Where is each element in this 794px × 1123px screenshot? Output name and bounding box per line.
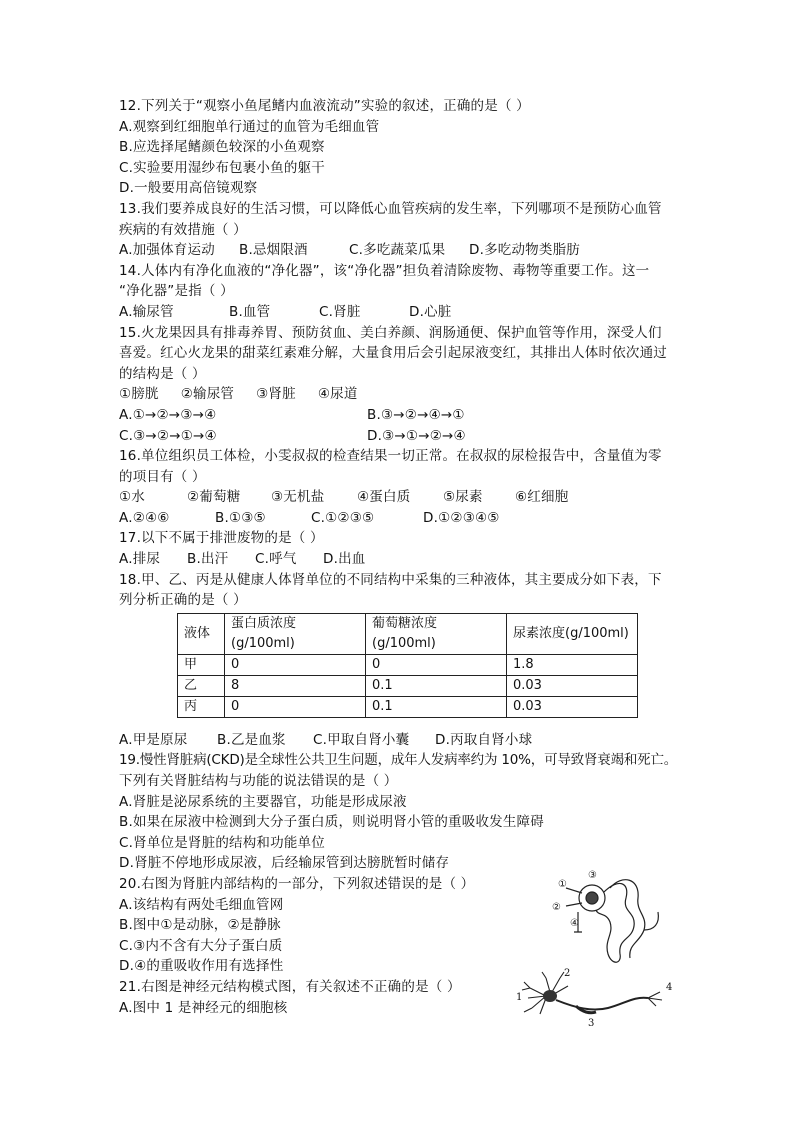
table-header-cell: 尿素浓度(g/100ml) [507,613,638,654]
table-header-cell: 蛋白质浓度(g/100ml) [225,613,366,654]
q15-options-ab [119,405,679,426]
fig-label-3: 3 [588,1018,595,1029]
q18-option-d: D.丙取自肾小球 [435,731,533,748]
q21-option-a: A.图中 1 是神经元的细胞核 [119,999,288,1016]
q19-option-a: A.肾脏是泌尿系统的主要器官，功能是形成尿液 [119,793,407,810]
q16-item-3: ③无机盐 [271,489,325,506]
q19-option-b: B.如果在尿液中检测到大分子蛋白质，则说明肾小管的重吸收发生障碍 [119,814,544,831]
q16-option-d: D.①②③④⑤ [423,509,500,526]
table-row [178,696,638,717]
q13-stem-line2: 疾病的有效措施（ ） [119,221,247,238]
q13-option-d: D.多吃动物类脂肪 [469,242,580,259]
table-header-cell: 液体 [178,613,225,654]
q16-item-4: ④蛋白质 [357,489,411,506]
table-cell: 丙 [178,696,225,717]
q17-option-b: B.出汗 [187,551,229,568]
q14-option-c: C.肾脏 [319,303,361,320]
q12-option-c: C.实验要用湿纱布包裹小鱼的躯干 [119,159,325,176]
q16-options [119,508,679,529]
q15-option-b: B.③→②→④→① [367,406,465,423]
q12-option-a: A.观察到红细胞单行通过的血管为毛细血管 [119,118,380,135]
q17-option-d: D.出血 [323,551,366,568]
q14-option-d: D.心脏 [409,303,452,320]
table-cell: 0.03 [507,696,638,717]
q21-stem: 21.右图是神经元结构模式图，有关叙述不正确的是（ ） [119,978,461,995]
axon-terminals [648,992,662,1006]
q12-option-d: D.一般要用高倍镜观察 [119,180,258,197]
q18-table [177,613,638,718]
glomerulus [586,892,598,904]
q13-stem-line1: 13.我们要养成良好的生活习惯，可以降低心血管疾病的发生率，下列哪项不是预防心血管 [119,200,662,217]
q18-option-c: C.甲取自肾小囊 [313,731,410,748]
q16-option-c: C.①②③⑤ [311,509,375,526]
fig-label-1: ① [558,879,567,890]
q13-options [119,240,679,261]
q13-option-a: A.加强体育运动 [119,242,215,259]
table-cell: 1.8 [507,654,638,675]
q19-stem-line2: 下列有关肾脏结构与功能的说法错误的是（ ） [119,773,398,790]
q15-option-c: C.③→②→①→④ [119,427,217,444]
q18-option-a: A.甲是原尿 [119,731,188,748]
q13-option-c: C.多吃蔬菜瓜果 [349,242,446,259]
axon [556,998,648,1010]
q17-option-c: C.呼气 [255,551,297,568]
q16-item-1: ①水 [119,489,146,506]
table-row [178,654,638,675]
fig-label-4: ④ [570,918,579,929]
q12-stem: 12.下列关于“观察小鱼尾鳍内血液流动”实验的叙述，正确的是（ ） [119,98,530,114]
q16-option-a: A.②④⑥ [119,509,170,526]
nephron-figure [548,868,668,968]
q13-option-b: B.忌烟限酒 [239,242,308,259]
fig-label-3: ③ [588,870,597,881]
q16-stem-line2: 的项目有（ ） [119,468,206,485]
q20-option-b: B.图中①是动脉，②是静脉 [119,917,281,934]
q17-option-a: A.排尿 [119,551,161,568]
table-cell: 0 [366,654,507,675]
q16-stem-line1: 16.单位组织员工体检，小雯叔叔的检查结果一切正常。在叔叔的尿检报告中，含量值为零 [119,448,662,465]
q20-option-d: D.④的重吸收作用有选择性 [119,958,284,975]
q16-item-2: ②葡萄糖 [187,489,241,506]
table-cell: 0 [225,696,366,717]
renal-tubule [596,883,634,962]
table-cell: 0.1 [366,696,507,717]
q14-options [119,302,679,323]
q20-option-c: C.③内不含有大分子蛋白质 [119,937,283,954]
q19-option-d: D.肾脏不停地形成尿液，后经输尿管到达膀胱暂时储存 [119,855,450,872]
q18-stem-line2: 列分析正确的是（ ） [119,592,247,609]
q15-item-4: ④尿道 [317,386,358,403]
q14-stem-line2: “净化器”是指（ ） [119,283,234,300]
q16-item-5: ⑤尿素 [443,489,483,506]
q20-option-a: A.该结构有两处毛细血管网 [119,896,284,913]
fig-label-2: ② [552,902,561,913]
table-row [178,675,638,696]
q15-stem-line2: 喜爱。红心火龙果的甜菜红素难分解，大量食用后会引起尿液变红，其排出人体时依次通过 [119,345,667,362]
table-header-row [178,613,638,654]
collecting-branch [644,912,658,930]
neuron-figure [516,968,684,1030]
q19-stem-line1: 19.慢性肾脏病(CKD)是全球性公共卫生问题，成年人发病率约为 10%，可导致肾衰竭和死亡。 [119,752,678,769]
table-cell: 0.1 [366,675,507,696]
table-cell: 8 [225,675,366,696]
fig-label-2: 2 [564,968,571,979]
q15-option-a: A.①→②→③→④ [119,406,217,423]
q19-option-c: C.肾单位是肾脏的结构和功能单位 [119,834,325,851]
q15-option-d: D.③→①→②→④ [367,427,466,444]
q15-item-1: ①膀胱 [119,386,159,403]
q16-item-6: ⑥红细胞 [515,489,569,506]
afferent-arteriole [566,888,582,893]
q18-option-b: B.乙是血浆 [217,731,286,748]
q12-option-b: B.应选择尾鳍颜色较深的小鱼观察 [119,139,325,156]
q15-item-3: ③肾脏 [256,386,296,403]
q15-stem-line3: 的结构是（ ） [119,365,206,382]
q14-stem-line1: 14.人体内有净化血液的“净化器”，该“净化器”担负着清除废物、毒物等重要工作。这一 [119,262,650,279]
fig-label-4: 4 [666,982,673,993]
table-cell: 0 [225,654,366,675]
q16-option-b: B.①③⑤ [215,509,266,526]
q18-options [119,730,679,751]
q16-items [119,487,679,508]
table-cell: 甲 [178,654,225,675]
q14-option-a: A.输尿管 [119,303,174,320]
q15-items [119,384,679,405]
q15-options-cd [119,426,679,447]
efferent-arteriole [566,903,582,906]
q15-item-2: ②输尿管 [180,386,235,403]
table-cell: 乙 [178,675,225,696]
q20-stem: 20.右图为肾脏内部结构的一部分，下列叙述错误的是（ ） [119,876,475,892]
q14-option-b: B.血管 [229,303,271,320]
cell-body [543,990,557,1002]
table-header-cell: 葡萄糖浓度(g/100ml) [366,613,507,654]
fig-label-1: 1 [516,992,523,1003]
q17-options [119,549,679,570]
table-cell: 0.03 [507,675,638,696]
q15-stem-line1: 15.火龙果因具有排毒养胃、预防贫血、美白养颜、润肠通便、保护血管等作用，深受人们 [119,324,662,341]
q17-stem: 17.以下不属于排泄废物的是（ ） [119,530,324,547]
q18-stem-line1: 18.甲、乙、丙是从健康人体肾单位的不同结构中采集的三种液体，其主要成分如下表，下 [119,571,662,588]
